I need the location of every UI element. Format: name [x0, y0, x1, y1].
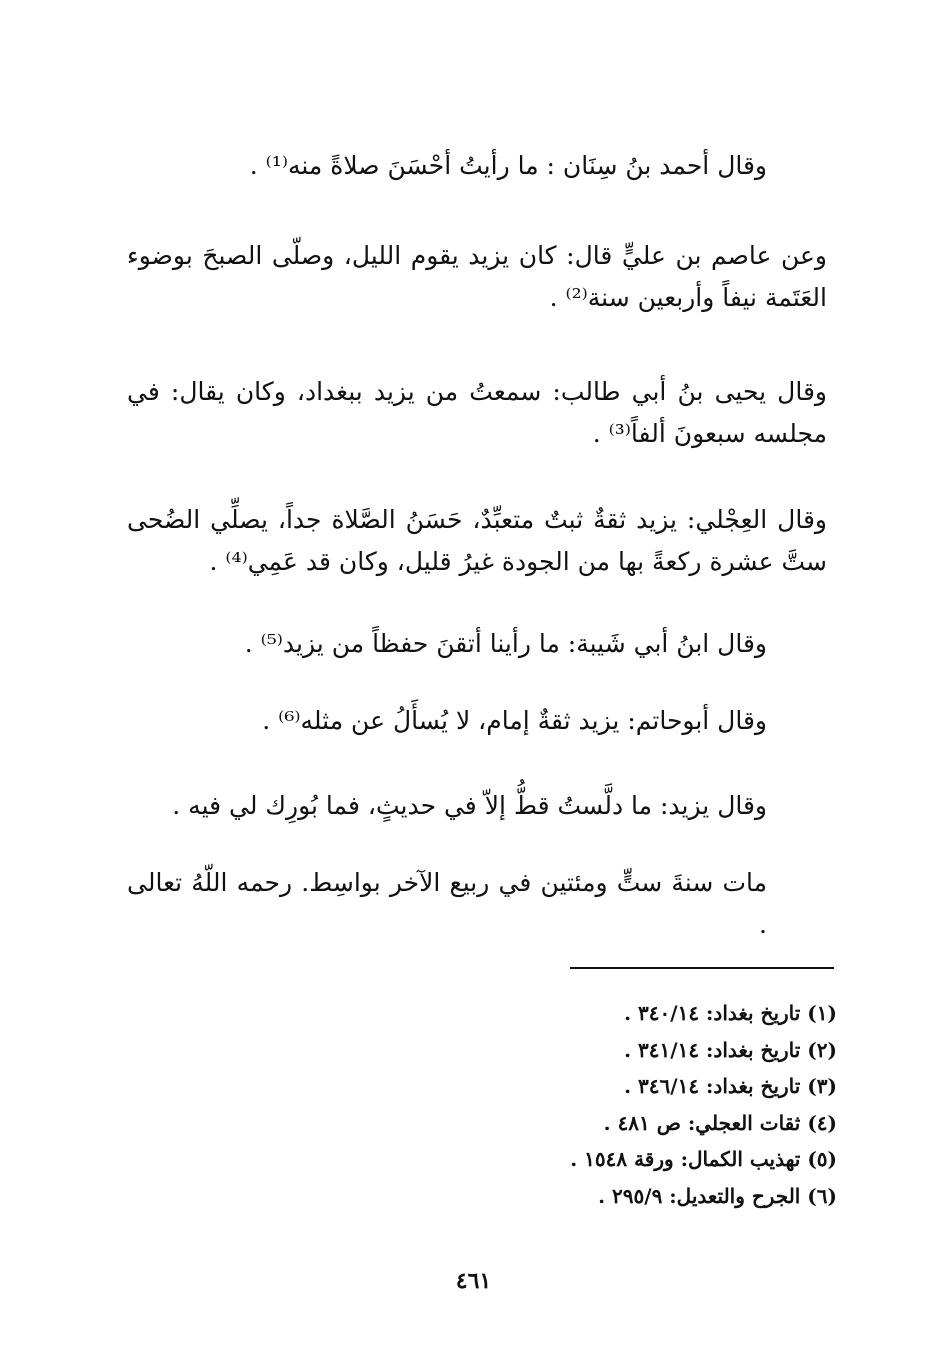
- footnote-5: (٥) تهذيب الكمال: ورقة ١٥٤٨ .: [570, 1147, 837, 1171]
- paragraph-asim-bin-ali: وعن عاصم بن عليٍّ قال: كان يزيد يقوم الليل، وصلّى الصبحَ بوضوء العَتَمة نيفاً وأربعين سنة⁽²⁾ .: [127, 241, 827, 312]
- paragraph-death-date: مات سنةَ ستٍّ ومئتين في ربيع الآخر بواسِط. رحمه اللّهُ تعالى .: [127, 868, 767, 939]
- paragraph-al-ijli: وقال العِجْلي: يزيد ثقةٌ ثبتٌ متعبِّدٌ، حَسَنُ الصَّلاة جداً، يصلِّي الضُحى ستَّ عشرة ركعةً بها من الجودة غيرُ قليل، وكان قد عَمِي⁽⁴⁾ .: [127, 505, 827, 576]
- footnote-4: (٤) ثقات العجلي: ص ٤٨١ .: [603, 1110, 837, 1135]
- paragraph-yahya-bin-abi-talib: وقال يحيى بنُ أبي طالب: سمعتُ من يزيد ببغداد، وكان يقال: في مجلسه سبعونَ ألفاً⁽³⁾ .: [127, 377, 827, 448]
- paragraph-yazid-quote: وقال يزيد: ما دلَّستُ قطُّ إلاّ في حديثٍ، فما بُورِك لي فيه .: [172, 791, 767, 820]
- footnote-6: (٦) الجرح والتعديل: ٢٩٥/٩ .: [598, 1183, 837, 1208]
- paragraph-ibn-abi-shayba: وقال ابنُ أبي شَيبة: ما رأينا أتقنَ حفظاً من يزيد⁽⁵⁾ .: [244, 629, 767, 658]
- footnote-2: (٢) تاريخ بغداد: ٣٤١/١٤ .: [624, 1037, 837, 1062]
- footnote-1: (١) تاريخ بغداد: ٣٤٠/١٤ .: [624, 1001, 837, 1025]
- footnotes-list: [137, 995, 837, 1214]
- footnote-divider: [570, 967, 834, 969]
- paragraph-ahmad-bin-sinan: وقال أحمد بنُ سِنَان : ما رأيتُ أحْسَنَ صلاةً منه⁽¹⁾ .: [249, 151, 767, 180]
- footnote-3: (٣) تاريخ بغداد: ٣٤٦/١٤ .: [624, 1074, 837, 1098]
- paragraph-abu-hatim: وقال أبوحاتم: يزيد ثقةٌ إمام، لا يُسأَلُ عن مثله⁽⁶⁾ .: [262, 706, 767, 735]
- page-number: ٤٦١: [455, 1268, 492, 1294]
